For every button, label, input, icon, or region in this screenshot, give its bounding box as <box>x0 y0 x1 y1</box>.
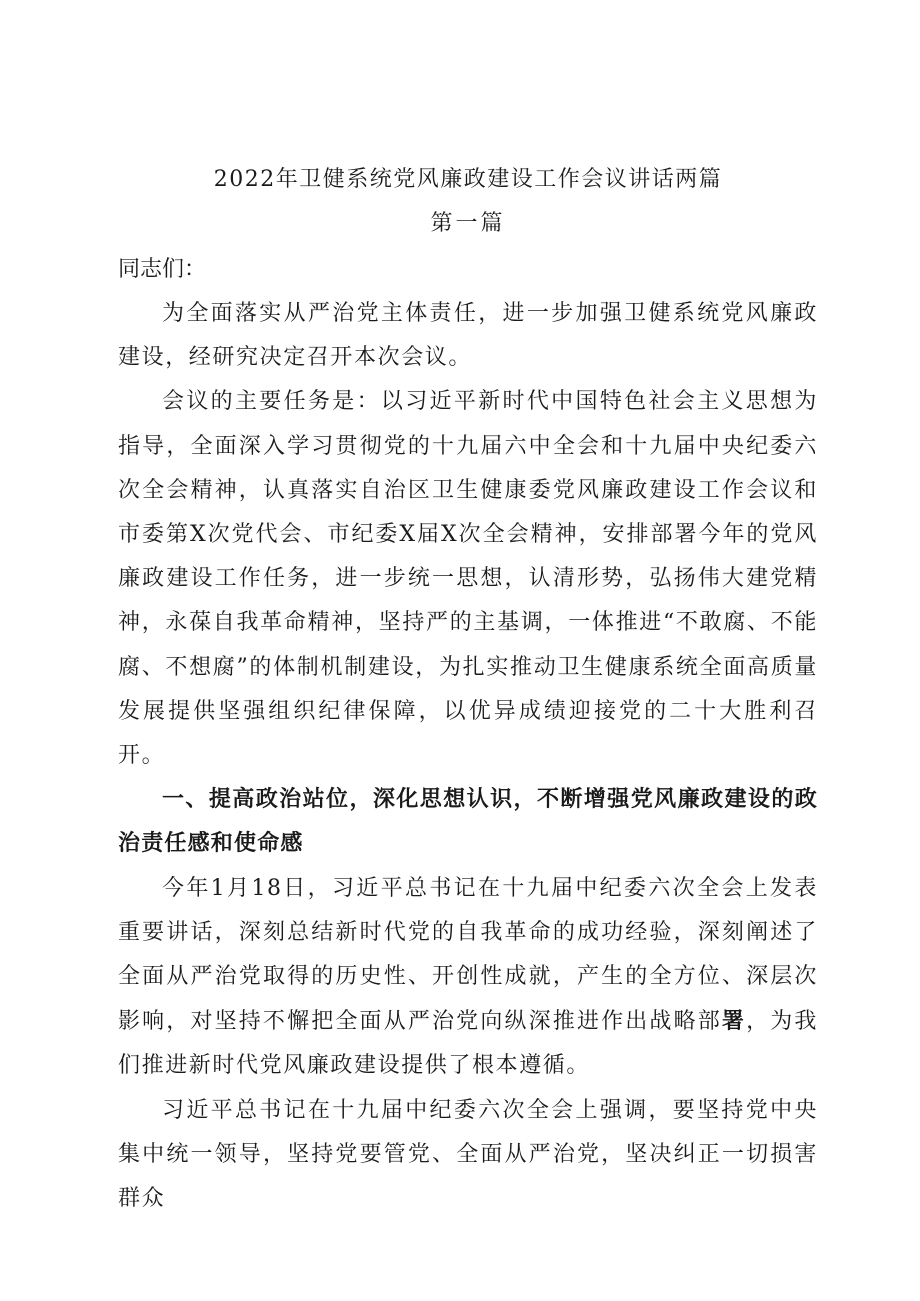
paragraph-1: 为全面落实从严治党主体责任，进一步加强卫健系统党风廉政建设，经研究决定召开本次会议。 <box>118 301 818 371</box>
section-heading-1: 一、提高政治站位，深化思想认识，不断增强党风廉政建设的政治责任感和使命感 <box>118 787 818 857</box>
paragraph-3-text-b: ，为我们推进新时代党风廉政建设提供了根本遵循。 <box>118 1009 818 1079</box>
paragraph-2: 会议的主要任务是：以习近平新时代中国特色社会主义思想为指导，全面深入学习贯彻党的十九届六中全会和十九届中央纪委六次全会精神，认真落实自治区卫生健康委党风廉政建设工作会议和市委第X次党代会、市纪委X届X次全会精神，安排部署今年的党风廉政建设工作任务，进一步统一思想，认清形势，弘扬伟大建党精神，永葆自我革命精神，坚持严的主基调，一体推进“不敢腐、不能腐、不想腐”的体制机制建设，为扎实推动卫生健康系统全面高质量发展提供坚强组织纪律保障，以优异成绩迎接党的二十大胜利召开。 <box>118 389 818 769</box>
document-page <box>118 158 818 1221</box>
paragraph-3 <box>118 867 818 1089</box>
salutation: 同志们： <box>118 257 207 282</box>
paragraph-4: 习近平总书记在十九届中纪委六次全会上强调，要坚持党中央集中统一领导，坚持党要管党、全面从严治党，坚决纠正一切损害群众 <box>118 1097 818 1212</box>
paragraph-3-text-a: 今年1月18日，习近平总书记在十九届中纪委六次全会上发表重要讲话，深刻总结新时代党的自我革命的成功经验，深刻阐述了全面从严治党取得的历史性、开创性成就，产生的全方位、深层次影响，对坚持不懈把全面从严治党向纵深推进作出战略部 <box>118 875 818 1035</box>
document-subtitle: 第一篇 <box>430 211 506 236</box>
paragraph-3-bold-char: 署 <box>721 1008 747 1035</box>
document-title: 2022年卫健系统党风廉政建设工作会议讲话两篇 <box>213 167 723 192</box>
